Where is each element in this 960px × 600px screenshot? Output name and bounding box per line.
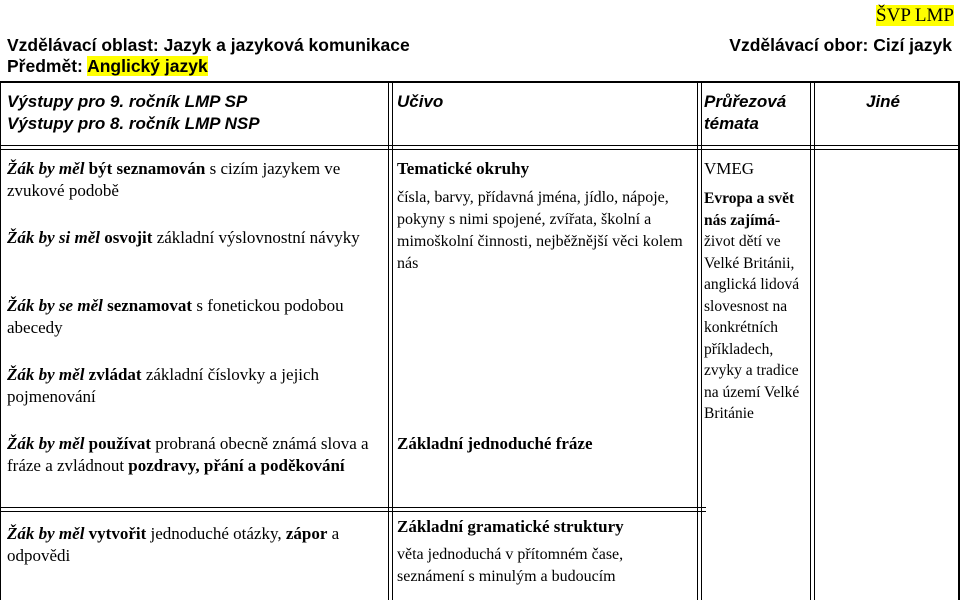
col-divider-1b — [392, 81, 393, 600]
left-border — [0, 81, 1, 600]
prurezova-header-line2: témata — [704, 114, 759, 133]
ucivo-topic-body: čísla, barvy, přídavná jména, jídlo, nápoje, pokyny s nimi spojené, zvířata, školní a mimoškolní činnosti, nejběžnější věci kolem nás — [397, 189, 683, 272]
row-separator-2 — [0, 511, 706, 512]
output-item: Žák by se měl seznamovat s fonetickou podobou abecedy — [7, 296, 344, 337]
prurezova-header — [704, 91, 808, 135]
vystupy-header-line2: Výstupy pro 8. ročník LMP NSP — [7, 114, 260, 133]
header-separator-2 — [0, 149, 960, 150]
ucivo-grammar-body: věta jednoduchá v přítomném čase, seznámení s minulým a budoucím — [397, 546, 624, 585]
output-item: Žák by měl zvládat základní číslovky a jejich pojmenování — [7, 365, 320, 406]
vystupy-header — [7, 91, 377, 135]
col-divider-3b — [814, 81, 815, 600]
ucivo-header: Učivo — [397, 92, 444, 111]
col-divider-1 — [388, 81, 389, 600]
output-item: Žák by si měl osvojit základní výslovnostní návyky — [7, 228, 360, 247]
jine-header: Jiné — [866, 92, 901, 111]
oblast-label: Vzdělávací oblast: Jazyk a jazyková komunikace — [7, 35, 410, 55]
vmeg-label: VMEG — [704, 159, 755, 178]
col-divider-2b — [701, 81, 702, 600]
predmet-label: Předmět: Anglický jazyk — [7, 56, 208, 76]
obor-label: Vzdělávací obor: Cizí jazyk — [729, 35, 952, 55]
header-separator — [0, 145, 960, 146]
row-separator — [0, 507, 706, 508]
prurezova-theme: Evropa a svět nás zajímá- život dětí ve Velké Británii, anglická lidová slovesnost na konkrétních příkladech, zvyky a tradice na území Velké Británie — [704, 190, 800, 422]
col-divider-3 — [810, 81, 811, 600]
ucivo-topic-title: Tematické okruhy — [397, 159, 530, 178]
svp-label: ŠVP LMP — [876, 5, 954, 26]
output-item: Žák by měl být seznamován s cizím jazykem ve zvukové podobě — [7, 159, 341, 200]
table-top-border — [0, 81, 960, 83]
output-item: Žák by měl vytvořit jednoduché otázky, zápor a odpovědi — [7, 524, 340, 565]
col-divider-2 — [697, 81, 698, 600]
ucivo-grammar-title: Základní gramatické struktury — [397, 517, 624, 536]
output-item: Žák by měl používat probraná obecně známá slova a fráze a zvládnout pozdravy, přání a poděkování — [7, 434, 369, 475]
prurezova-header-line1: Průřezová — [704, 92, 787, 111]
ucivo-phrases-title: Základní jednoduché fráze — [397, 434, 593, 453]
vystupy-header-line1: Výstupy pro 9. ročník LMP SP — [7, 92, 248, 111]
